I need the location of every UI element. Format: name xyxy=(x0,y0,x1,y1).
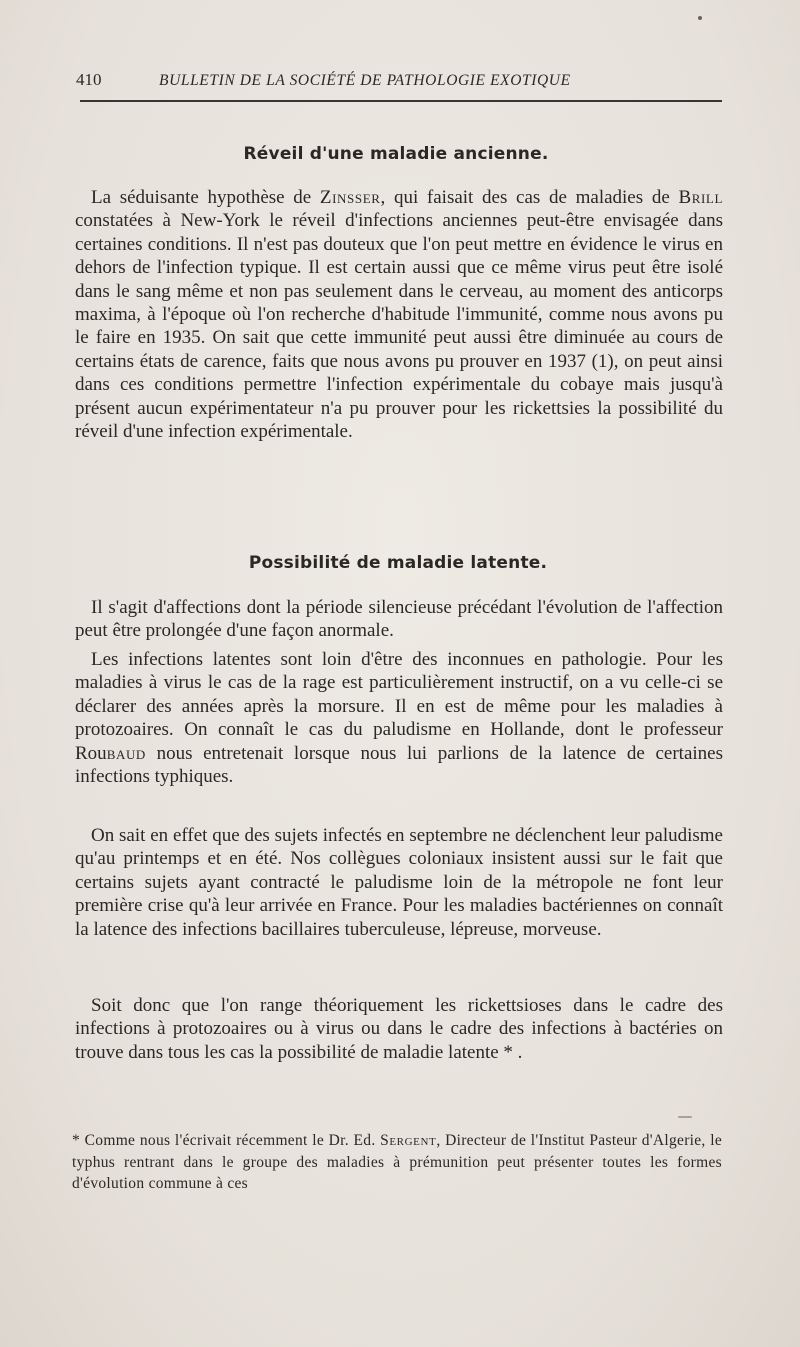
section-title-latente: Possibilité de maladie latente. xyxy=(248,553,548,573)
author-name-roubaud: baud xyxy=(106,742,146,764)
paragraph-conclusion xyxy=(75,994,723,1064)
author-name-sergent: Sergent xyxy=(380,1132,437,1149)
paragraph-text: constatées à New-York le réveil d'infections anciennes peut-être envisagée dans certaines conditions. Il n'est pas douteux que l'on peut mettre en évidence le virus en dehors de l'infection typique. Il est certain aussi que ce même virus peut être isolé dans le sang même et non pas seulement dans le cerveau, au moment des anticorps maxima, à l'époque où l'on recherche d'habitude l'immunité, comme nous avons pu le faire en 1935. On sait que cette immunité peut aussi être diminuée au cours de certains états de carence, faits que nous avons pu prouver en 1937 (1), on peut ainsi dans ces conditions permettre l'infection expérimentale du cobaye mais jusqu'à présent aucun expérimentateur n'a pu prouver pour les rickettsies la possibilité du réveil d'une infection expérimentale. xyxy=(75,210,723,443)
footnote xyxy=(72,1130,722,1195)
ink-speck xyxy=(698,16,702,20)
paragraph-text: La séduisante hypothèse de xyxy=(91,187,320,208)
paragraph-infections-latentes xyxy=(75,648,723,788)
paragraph-text: On sait en effet que des sujets infectés en septembre ne déclenchent leur paludisme qu'au printemps et en été. Nos collègues coloniaux insistent aussi sur le fait que certains sujets ayant contracté le paludisme loin de la métropole ne font leur première crise qu'à leur arrivée en France. Pour les maladies bactériennes on connaît la latence des infections bacillaires tuberculeuse, lépreuse, morveuse. xyxy=(75,825,723,940)
running-head: BULLETIN DE LA SOCIÉTÉ DE PATHOLOGIE EXOTIQUE xyxy=(159,72,571,89)
footnote-text: , Directeur de l'Institut Pasteur d'Algerie, le typhus rentrant dans le groupe des maladies à prémunition peut présenter toutes les formes d'évolution commune à ces xyxy=(72,1132,723,1192)
paragraph-text: nous entretenait lorsque nous lui parlions de la latence de certaines infections typhiques. xyxy=(75,742,723,788)
page-number: 410 xyxy=(76,70,102,89)
footnote-text: * Comme nous l'écrivait récemment le Dr. Ed. xyxy=(72,1132,381,1149)
author-name-zinsser: Zinsser xyxy=(319,187,381,208)
page-header xyxy=(76,70,720,96)
paragraph-reveil xyxy=(75,186,723,443)
paragraph-text: Il s'agit d'affections dont la période silencieuse précédant l'évolution de l'affection peut être prolongée d'une façon anormale. xyxy=(75,597,723,642)
paragraph-text: Les infections latentes sont loin d'être des inconnues en pathologie. Pour les maladies à virus le cas de la rage est particulièrement instructif, on a vu celle-ci se déclarer des années après la morsure. Il en est de même pour les maladies à protozoaires. On connaît le cas du paludisme en Hollande, dont le professeur Rou xyxy=(75,649,723,764)
header-rule xyxy=(80,100,722,102)
paragraph-text: Soit donc que l'on range théoriquement les rickettsioses dans le cadre des infections à protozoaires ou à virus ou dans le cadre des infections à bactéries on trouve dans tous les cas la possibilité de maladie latente * . xyxy=(75,995,723,1063)
section-title-reveil: Réveil d'une maladie ancienne. xyxy=(243,144,549,164)
paragraph-paludisme xyxy=(75,824,723,941)
ink-speck xyxy=(678,1116,692,1118)
paragraph-text: , qui faisait des cas de maladies de xyxy=(380,187,679,208)
author-name-brill: Brill xyxy=(678,187,724,208)
paragraph-affections xyxy=(75,596,723,643)
